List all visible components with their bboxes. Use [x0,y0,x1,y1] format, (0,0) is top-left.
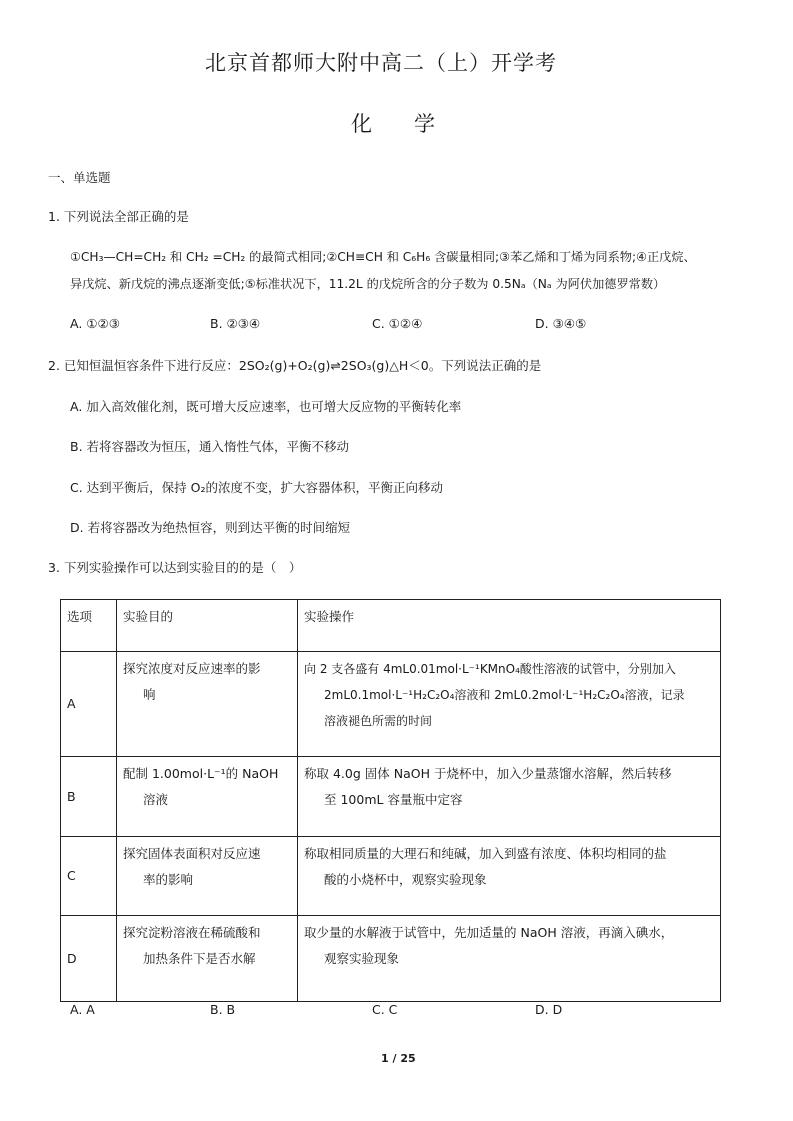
row-option: B [61,757,117,837]
table-row [61,837,721,916]
section-heading: 一、单选题 [48,170,111,185]
q1-option-d: D. ③④⑤ [535,316,587,331]
header-purpose: 实验目的 [117,600,298,652]
table-row [61,757,721,837]
row-operation: 向 2 支各盛有 4mL0.01mol·L⁻¹KMnO₄酸性溶液的试管中，分别加入 2mL0.1mol·L⁻¹H₂C₂O₄溶液和 2mL0.2mol·L⁻¹H₂C₂O₄溶液，记录 溶液褪色所需的时间 [298,652,721,757]
header-option: 选项 [61,600,117,652]
q1-line2: 异戊烷、新戊烷的沸点逐渐变低;⑤标准状况下，11.2L 的戊烷所含的分子数为 0.5Nₐ（Nₐ 为阿伏加德罗常数） [70,277,666,291]
q3-option-a: A. A [70,1002,95,1017]
row-option: D [61,916,117,1002]
page-title: 北京首都师大附中高二（上）开学考 [205,51,557,75]
q2-stem: 2. 已知恒温恒容条件下进行反应：2SO₂(g)+O₂(g)⇌2SO₃(g)△H＜0。下列说法正确的是 [48,358,542,373]
table-row [61,652,721,757]
q3-option-c: C. C [372,1002,398,1017]
q1-option-b: B. ②③④ [210,316,261,331]
q1-option-c: C. ①②④ [372,316,423,331]
q2-option-b: B. 若将容器改为恒压，通入惰性气体，平衡不移动 [70,439,350,454]
experiment-table [60,599,721,1002]
q3-option-d: D. D [535,1002,563,1017]
header-operation: 实验操作 [298,600,721,652]
q2-option-d: D. 若将容器改为绝热恒容，则到达平衡的时间缩短 [70,520,351,535]
row-operation: 取少量的水解液于试管中，先加适量的 NaOH 溶液，再滴入碘水， 观察实验现象 [298,916,721,1002]
row-purpose: 探究固体表面积对反应速 率的影响 [117,837,298,916]
row-purpose: 探究浓度对反应速率的影 响 [117,652,298,757]
q3-option-b: B. B [210,1002,236,1017]
table-row [61,916,721,1002]
q3-stem: 3. 下列实验操作可以达到实验目的的是（ ） [48,560,302,575]
row-purpose: 配制 1.00mol·L⁻¹的 NaOH 溶液 [117,757,298,837]
q1-line1: ①CH₃—CH=CH₂ 和 CH₂ =CH₂ 的最简式相同;②CH≡CH 和 C₆H₆ 含碳量相同;③苯乙烯和丁烯为同系物;④正戊烷、 [70,250,696,264]
q1-option-a: A. ①②③ [70,316,120,331]
subject-title: 化 学 [351,112,435,136]
page-number: 1 / 25 [381,1052,416,1065]
q1-stem: 1. 下列说法全部正确的是 [48,209,189,224]
row-operation: 称取 4.0g 固体 NaOH 于烧杯中，加入少量蒸馏水溶解，然后转移 至 100mL 容量瓶中定容 [298,757,721,837]
row-option: C [61,837,117,916]
table-header-row [61,600,721,652]
row-purpose: 探究淀粉溶液在稀硫酸和 加热条件下是否水解 [117,916,298,1002]
q2-option-c: C. 达到平衡后，保持 O₂的浓度不变，扩大容器体积，平衡正向移动 [70,480,443,495]
q2-option-a: A. 加入高效催化剂，既可增大反应速率，也可增大反应物的平衡转化率 [70,399,462,414]
row-option: A [61,652,117,757]
row-operation: 称取相同质量的大理石和纯碱，加入到盛有浓度、体积均相同的盐 酸的小烧杯中，观察实验现象 [298,837,721,916]
